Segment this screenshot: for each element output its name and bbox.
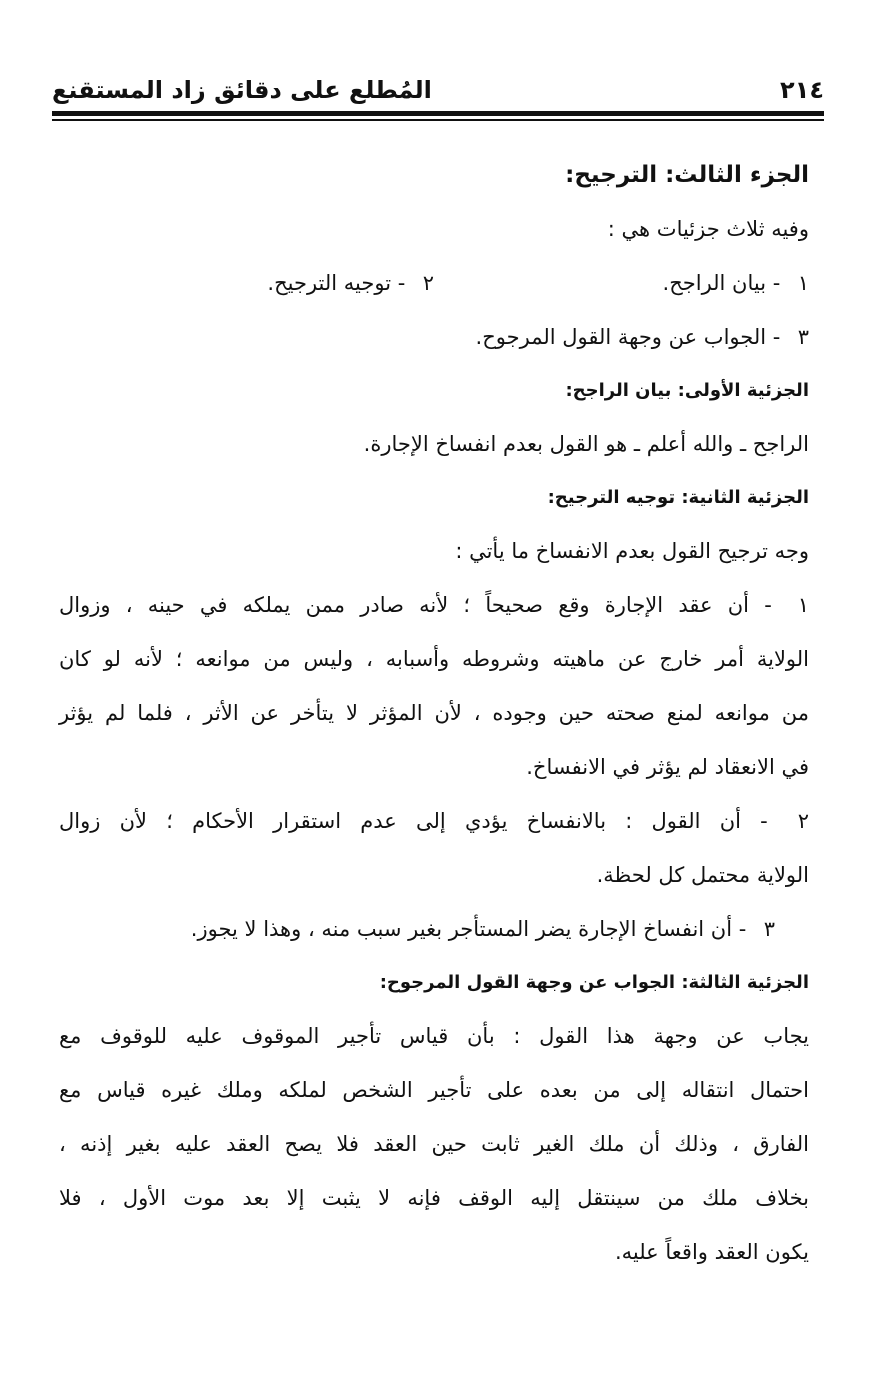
reason-number: ٣	[763, 917, 775, 941]
sub3-heading: الجزئية الثالثة: الجواب عن وجهة القول المرجوح:	[379, 972, 809, 993]
list-item-text: - بيان الراجح.	[662, 271, 781, 295]
list-item	[267, 256, 434, 310]
reason-number: ١	[797, 593, 809, 617]
sub2-heading: الجزئية الثانية: توجيه الترجيح:	[547, 487, 809, 508]
header-rule-thick	[52, 111, 824, 116]
page-number: ٢١٤	[780, 76, 824, 104]
reason-line	[59, 794, 809, 848]
list-item-text: - توجيه الترجيح.	[267, 271, 406, 295]
page-body	[59, 148, 809, 1279]
items-row	[59, 256, 809, 310]
reason-line: في الانعقاد لم يؤثر في الانفساخ.	[526, 755, 809, 779]
sub2-intro: وجه ترجيح القول بعدم الانفساخ ما يأتي :	[455, 539, 809, 563]
paragraph-line: بخلاف ملك من سينتقل إليه الوقف فإنه لا يثبت إلا بعد موت الأول ، فلا	[59, 1186, 809, 1210]
book-title: المُطلع على دقائق زاد المستقنع	[52, 76, 432, 104]
reason-text: - أن القول : بالانفساخ يؤدي إلى عدم استقرار الأحكام ؛ لأن زوال	[59, 809, 768, 833]
reason-line: الولاية أمر خارج عن ماهيته وشروطه وأسبابه ، وليس من موانعه ؛ لأنه لو كان	[59, 647, 809, 671]
reason-1	[59, 578, 809, 794]
sub3-paragraph	[59, 1009, 809, 1279]
reason-number: ٢	[797, 809, 809, 833]
running-header	[52, 70, 824, 110]
reason-line: من موانعه لمنع صحته حين وجوده ، لأن المؤثر لا يتأخر عن الأثر ، فلما لم يؤثر	[59, 701, 809, 725]
list-item-text: - الجواب عن وجهة القول المرجوح.	[475, 325, 781, 349]
reason-line	[59, 902, 809, 956]
intro-text: وفيه ثلاث جزئيات هي :	[607, 217, 809, 241]
reason-text: - أن عقد الإجارة وقع صحيحاً ؛ لأنه صادر ممن يملكه في حينه ، وزوال	[59, 593, 772, 617]
reason-line	[59, 578, 809, 632]
paragraph-line: الفارق ، وذلك أن ملك الغير ثابت حين العقد فلا يصح العقد عليه بغير إذنه ،	[59, 1132, 809, 1156]
list-item	[434, 256, 809, 310]
sub1-text: الراجح ـ والله أعلم ـ هو القول بعدم انفساخ الإجارة.	[363, 432, 809, 456]
list-item-number: ٣	[797, 325, 809, 349]
reason-3	[59, 902, 809, 956]
paragraph-line: يجاب عن وجهة هذا القول : بأن قياس تأجير الموقوف عليه للوقوف مع	[59, 1024, 809, 1048]
paragraph-line: احتمال انتقاله إلى من بعده على تأجير الشخص لملكه وملك غيره قياس مع	[59, 1078, 809, 1102]
reason-text: - أن انفساخ الإجارة يضر المستأجر بغير سبب منه ، وهذا لا يجوز.	[190, 917, 747, 941]
list-item-number: ١	[797, 271, 809, 295]
list-item	[59, 310, 809, 364]
reason-2	[59, 794, 809, 902]
part-heading: الجزء الثالث: الترجيح:	[565, 162, 809, 188]
reason-line: الولاية محتمل كل لحظة.	[596, 863, 809, 887]
header-rule-thin	[52, 119, 824, 121]
sub1-heading: الجزئية الأولى: بيان الراجح:	[565, 380, 809, 401]
paragraph-line: يكون العقد واقعاً عليه.	[614, 1240, 809, 1264]
list-item-number: ٢	[422, 271, 434, 295]
